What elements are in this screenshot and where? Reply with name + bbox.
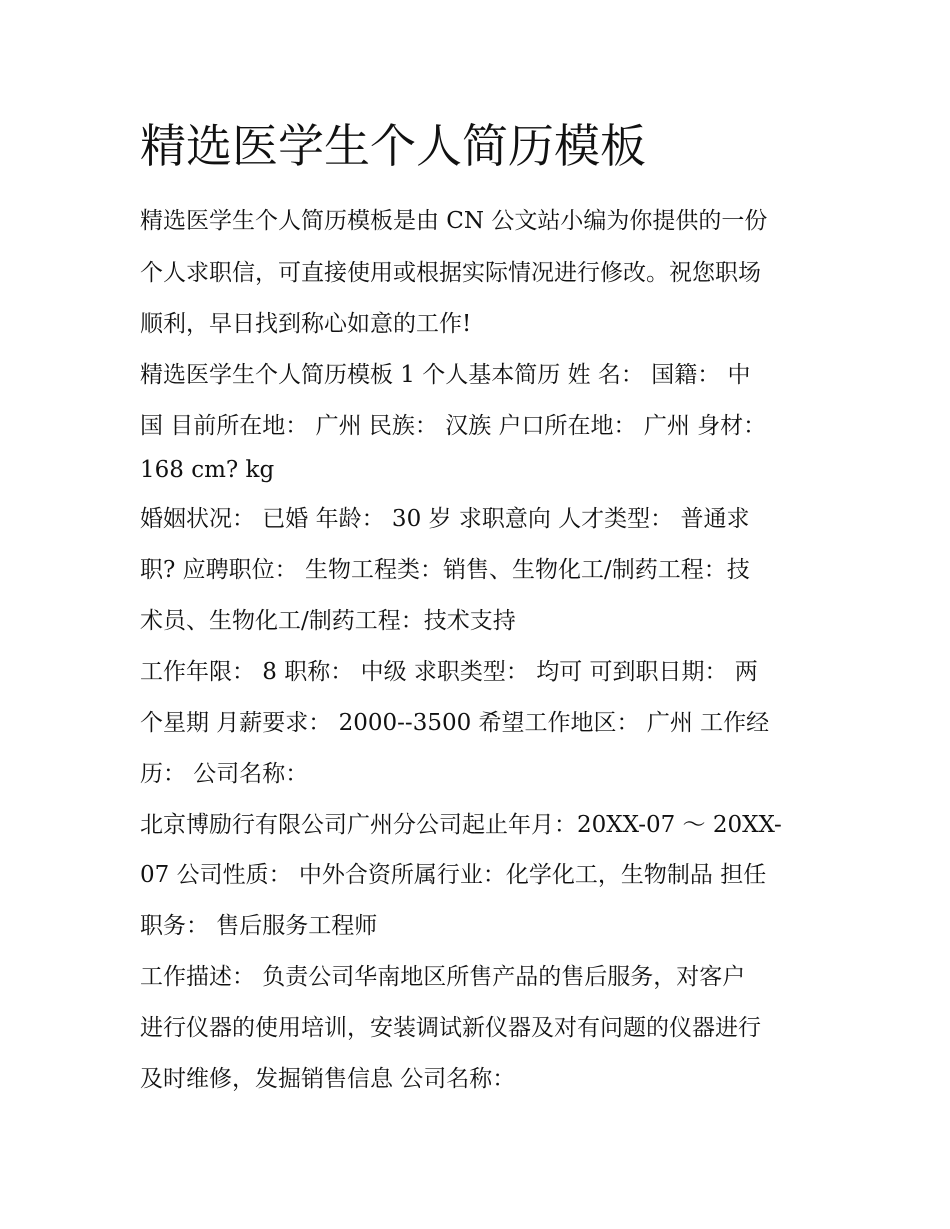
paragraph-line: 07 公司性质： 中外合资所属行业：化学化工，生物制品 担任 [140,862,767,888]
paragraph-line: 精选医学生个人简历模板是由 CN 公文站小编为你提供的一份 [140,208,768,234]
paragraph-line: 精选医学生个人简历模板 1 个人基本简历 姓 名： 国籍： 中 [140,362,751,388]
paragraph-line: 顺利，早日找到称心如意的工作! [140,311,472,337]
paragraph-line: 国 目前所在地： 广州 民族： 汉族 户口所在地： 广州 身材： [140,413,767,439]
paragraph-line: 168 cm? kg [140,457,275,483]
paragraph-line: 术员、生物化工/制药工程：技术支持 [140,608,516,634]
paragraph-line: 工作年限： 8 职称： 中级 求职类型： 均可 可到职日期： 两 [140,659,758,685]
paragraph-line: 历： 公司名称： [140,761,309,787]
paragraph-line: 个人求职信，可直接使用或根据实际情况进行修改。祝您职场 [140,260,761,286]
paragraph-line: 婚姻状况： 已婚 年龄： 30 岁 求职意向 人才类型： 普通求 [140,506,750,532]
paragraph-line: 个星期 月薪要求： 2000--3500 希望工作地区： 广州 工作经 [140,710,770,736]
paragraph-line: 工作描述： 负责公司华南地区所售产品的售后服务，对客户 [140,964,746,990]
paragraph-line: 北京博励行有限公司广州分公司起止年月：20XX-07 ～ 20XX- [140,812,782,838]
paragraph-line: 职务： 售后服务工程师 [140,913,378,939]
paragraph-line: 职? 应聘职位： 生物工程类：销售、生物化工/制药工程：技 [140,557,750,583]
paragraph-line: 进行仪器的使用培训，安装调试新仪器及对有问题的仪器进行 [140,1015,761,1041]
document-title: 精选医学生个人简历模板 [140,119,646,173]
paragraph-line: 及时维修，发掘销售信息 公司名称： [140,1066,516,1092]
